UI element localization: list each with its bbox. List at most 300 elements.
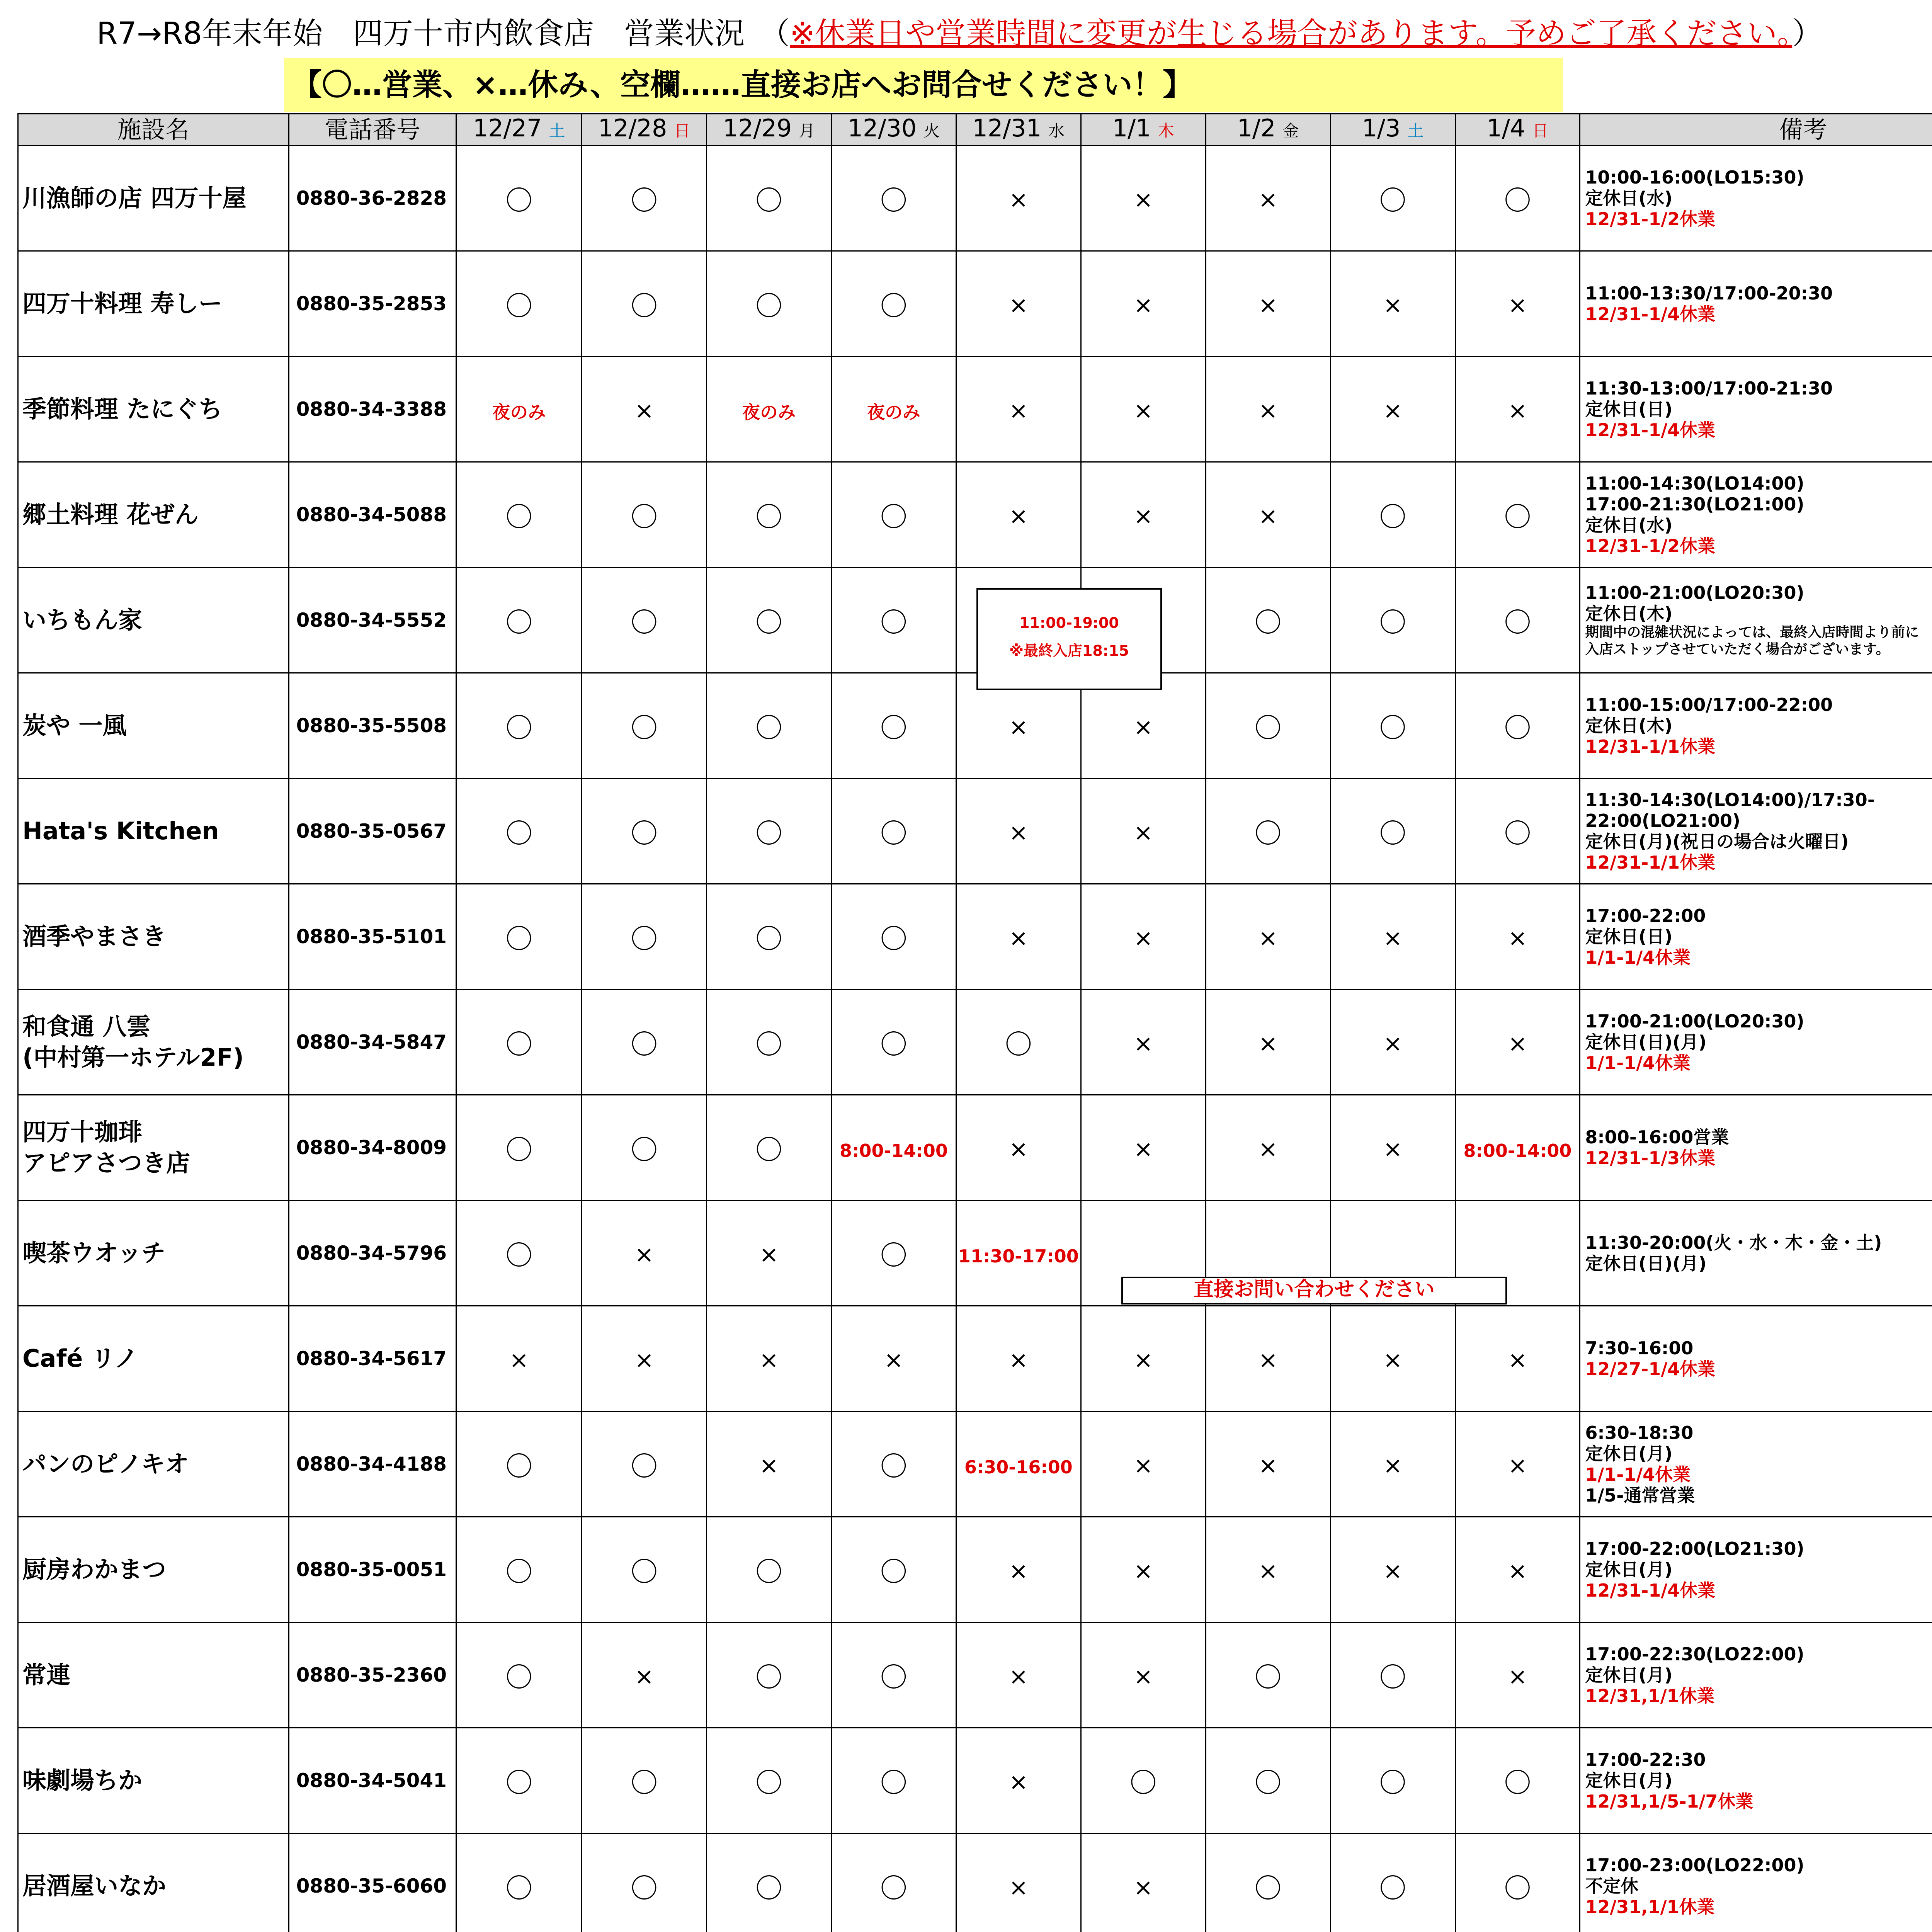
status-mark: 〇 — [755, 923, 783, 955]
note-line: 定休日(日) — [1585, 926, 1673, 947]
status-cell — [1455, 884, 1580, 990]
note-line: 17:00-22:00 — [1585, 905, 1706, 926]
status-mark: × — [1009, 714, 1028, 741]
status-mark: 11:30-17:00 — [958, 1246, 1079, 1267]
phone-number: 0880-34-5796 — [289, 1201, 456, 1306]
facility-name-line: 常連 — [22, 1661, 71, 1689]
status-mark: 〇 — [505, 501, 533, 533]
status-mark: × — [1258, 925, 1278, 952]
status-cell — [1455, 1517, 1580, 1622]
facility-name-line: アピアさつき店 — [22, 1149, 190, 1177]
status-mark: 〇 — [631, 817, 658, 849]
status-mark: × — [1508, 1663, 1527, 1690]
weekday-label: 月 — [799, 121, 815, 140]
note-line: 定休日(月) — [1585, 1443, 1673, 1464]
title-note-close: ） — [1792, 16, 1823, 51]
facility-name-line: いちもん家 — [22, 606, 143, 634]
facility-name-line: (中村第一ホテル2F) — [22, 1043, 244, 1071]
notes-cell — [1580, 1306, 1932, 1412]
status-mark: × — [1383, 1558, 1403, 1585]
header-date-0 — [456, 114, 582, 146]
weekday-label: 金 — [1282, 121, 1299, 140]
status-cell — [1455, 779, 1580, 884]
status-mark: × — [1009, 186, 1028, 213]
status-mark: 〇 — [880, 712, 907, 744]
status-cell — [1330, 1728, 1455, 1833]
header-date-2 — [707, 114, 832, 146]
status-cell — [1206, 779, 1330, 884]
status-cell — [582, 1306, 707, 1412]
status-mark: × — [1009, 1874, 1028, 1901]
status-mark: 〇 — [631, 923, 658, 955]
notes-cell — [1580, 884, 1932, 990]
status-mark: 〇 — [505, 1767, 533, 1799]
weekday-label: 土 — [1407, 121, 1424, 140]
status-mark: 〇 — [755, 1872, 783, 1904]
notes-cell — [1580, 251, 1932, 357]
status-mark: × — [884, 1347, 904, 1374]
facility-name-line: Hata's Kitchen — [22, 817, 219, 845]
status-cell — [1206, 251, 1330, 357]
status-mark: × — [634, 1347, 654, 1374]
status-mark: × — [1258, 1030, 1278, 1057]
status-cell — [1455, 673, 1580, 779]
status-cell — [1330, 357, 1455, 462]
date-label: 1/4 — [1486, 114, 1526, 142]
status-mark: 〇 — [755, 1028, 783, 1060]
status-cell — [831, 779, 956, 884]
status-mark: × — [1133, 1452, 1153, 1479]
status-cell — [1330, 568, 1455, 673]
status-mark: 〇 — [880, 501, 907, 533]
status-mark: × — [1133, 1558, 1153, 1585]
status-mark: × — [1508, 1030, 1527, 1057]
phone-number: 0880-34-5088 — [289, 462, 456, 568]
status-mark: × — [1383, 1136, 1403, 1163]
status-mark: 〇 — [755, 1556, 783, 1588]
status-mark: 〇 — [505, 1450, 533, 1482]
status-cell — [707, 990, 832, 1095]
status-mark: 〇 — [1254, 606, 1282, 638]
status-cell — [456, 1095, 582, 1201]
status-cell — [1330, 1412, 1455, 1517]
status-mark: × — [1009, 925, 1028, 952]
header-notes: 備考 — [1580, 114, 1932, 146]
phone-number: 0880-34-5847 — [289, 990, 456, 1095]
weekday-label: 木 — [1158, 121, 1174, 140]
weekday-label: 日 — [674, 121, 690, 140]
facility-name — [18, 1622, 289, 1728]
facility-name — [18, 1728, 289, 1833]
status-cell — [582, 251, 707, 357]
status-mark: 〇 — [755, 501, 783, 533]
status-mark: 夜のみ — [867, 402, 920, 423]
note-line: 定休日(水) — [1585, 188, 1673, 209]
facility-name — [18, 357, 289, 462]
status-cell — [831, 1622, 956, 1728]
status-cell — [1081, 1095, 1206, 1201]
phone-number: 0880-34-5552 — [289, 568, 456, 673]
status-mark: × — [759, 1241, 779, 1268]
facility-name — [18, 884, 289, 990]
phone-number: 0880-35-2360 — [289, 1622, 456, 1728]
status-mark: × — [1133, 292, 1153, 319]
facility-name — [18, 251, 289, 357]
status-mark: × — [1508, 1347, 1527, 1374]
status-mark: 〇 — [880, 923, 907, 955]
status-cell — [1455, 462, 1580, 568]
status-mark: 8:00-14:00 — [839, 1140, 948, 1161]
status-mark: 6:30-16:00 — [964, 1457, 1073, 1478]
facility-name — [18, 1306, 289, 1412]
facility-name-line: 居酒屋いなか — [22, 1872, 167, 1900]
status-mark: × — [1258, 1347, 1278, 1374]
notes-cell — [1580, 1622, 1932, 1728]
status-cell — [831, 462, 956, 568]
table-row — [18, 357, 1932, 462]
status-mark: 〇 — [755, 1767, 783, 1799]
status-mark: × — [1133, 503, 1153, 530]
legend-banner: 【〇…営業、×…休み、空欄……直接お店へお問合せください！】 — [284, 58, 1563, 112]
status-cell — [956, 251, 1081, 357]
status-cell — [1330, 1306, 1455, 1412]
facility-name — [18, 462, 289, 568]
status-cell — [1081, 1833, 1206, 1932]
status-cell — [1455, 357, 1580, 462]
status-cell — [1081, 1412, 1206, 1517]
status-cell — [582, 1412, 707, 1517]
table-row — [18, 1095, 1932, 1201]
status-mark: 〇 — [505, 1239, 533, 1271]
note-line: 6:30-18:30 — [1585, 1422, 1694, 1443]
status-cell — [456, 357, 582, 462]
status-cell — [1206, 357, 1330, 462]
status-mark: 〇 — [880, 184, 907, 216]
status-mark: × — [1508, 925, 1527, 952]
status-cell — [707, 1622, 832, 1728]
status-cell — [956, 1095, 1081, 1201]
status-cell — [831, 357, 956, 462]
phone-number: 0880-35-0051 — [289, 1517, 456, 1622]
status-mark: 〇 — [631, 184, 658, 216]
status-mark: 〇 — [755, 606, 783, 638]
status-mark: 〇 — [505, 1134, 533, 1166]
status-cell — [956, 146, 1081, 251]
note-line: 1/5-通常営業 — [1585, 1485, 1695, 1506]
weekday-label: 水 — [1048, 121, 1065, 140]
status-cell — [1206, 568, 1330, 673]
table-row — [18, 673, 1932, 779]
status-cell — [1330, 990, 1455, 1095]
status-cell — [707, 1412, 832, 1517]
status-cell — [956, 1622, 1081, 1728]
status-mark: 〇 — [1379, 501, 1406, 533]
status-cell — [831, 1833, 956, 1932]
status-mark: × — [1383, 397, 1403, 424]
status-mark: × — [1133, 1136, 1153, 1163]
status-cell — [831, 568, 956, 673]
date-label: 12/29 — [723, 114, 792, 142]
date-label: 12/27 — [473, 114, 542, 142]
status-mark: 〇 — [1254, 1872, 1282, 1904]
status-cell — [456, 990, 582, 1095]
status-cell — [831, 1728, 956, 1833]
status-mark: × — [1009, 292, 1028, 319]
page-title — [97, 12, 1932, 55]
status-cell — [956, 990, 1081, 1095]
status-cell — [707, 146, 832, 251]
status-mark: × — [759, 1347, 779, 1374]
note-line: 17:00-23:00(LO22:00) — [1585, 1855, 1804, 1876]
note-line: 定休日(月)(祝日の場合は火曜日) — [1585, 831, 1849, 852]
weekday-label: 土 — [549, 121, 565, 140]
status-cell — [582, 462, 707, 568]
title-note-open: （ — [775, 16, 790, 51]
header-date-3 — [831, 114, 956, 146]
status-mark: 〇 — [755, 1134, 783, 1166]
status-cell — [1455, 1095, 1580, 1201]
status-mark: × — [1258, 1136, 1278, 1163]
status-mark: 〇 — [1504, 817, 1531, 849]
status-mark: 〇 — [631, 290, 658, 322]
ichimonya-hours: 11:00-19:00 — [1019, 614, 1119, 631]
ichimonya-hours-box — [976, 588, 1162, 690]
status-cell — [1206, 1306, 1330, 1412]
status-cell — [1206, 1095, 1330, 1201]
status-cell — [956, 1306, 1081, 1412]
status-mark: 〇 — [880, 1872, 907, 1904]
facility-name-line: 和食通 八雲 — [22, 1012, 151, 1041]
status-cell — [582, 1622, 707, 1728]
facility-name-line: パンのピノキオ — [22, 1450, 189, 1478]
note-line: 定休日(月) — [1585, 1559, 1673, 1580]
status-cell — [1206, 1622, 1330, 1728]
title-main: R7→R8年末年始 四万十市内飲食店 営業状況 — [97, 16, 745, 51]
header-date-1 — [582, 114, 707, 146]
status-mark: 〇 — [505, 1028, 533, 1060]
status-cell — [707, 251, 832, 357]
header-date-4 — [956, 114, 1081, 146]
status-mark: 〇 — [1379, 817, 1406, 849]
status-cell — [1081, 146, 1206, 251]
notes-cell — [1580, 1833, 1932, 1932]
status-mark: 夜のみ — [742, 402, 796, 423]
table-row — [18, 568, 1932, 673]
notes-cell — [1580, 1095, 1932, 1201]
status-mark: 〇 — [505, 1556, 533, 1588]
status-mark: × — [1009, 503, 1028, 530]
status-mark: × — [1009, 397, 1028, 424]
status-cell — [831, 1412, 956, 1517]
weekday-label: 日 — [1532, 121, 1549, 140]
status-cell — [1330, 884, 1455, 990]
note-line: 12/31,1/1休業 — [1585, 1685, 1715, 1706]
status-cell — [1206, 1517, 1330, 1622]
notes-cell — [1580, 779, 1932, 884]
note-line: 12/31-1/2休業 — [1585, 209, 1716, 230]
status-cell — [956, 884, 1081, 990]
note-line: 12/31-1/2休業 — [1585, 536, 1716, 556]
status-cell — [456, 146, 582, 251]
table-row — [18, 1833, 1932, 1932]
phone-number: 0880-35-0567 — [289, 779, 456, 884]
note-line: 定休日(木) — [1585, 715, 1673, 736]
note-line: 12/31,1/1休業 — [1585, 1896, 1715, 1917]
date-label: 12/31 — [972, 114, 1042, 142]
table-row — [18, 1622, 1932, 1728]
table-row — [18, 1517, 1932, 1622]
facility-name-line: 郷土料理 花ぜん — [22, 500, 199, 529]
table-row — [18, 1201, 1932, 1306]
table-row — [18, 884, 1932, 990]
status-cell — [582, 1095, 707, 1201]
status-mark: 夜のみ — [492, 402, 546, 423]
status-mark: 〇 — [1379, 184, 1406, 216]
note-line: 12/31-1/1休業 — [1585, 736, 1716, 757]
status-cell — [1455, 990, 1580, 1095]
status-cell — [956, 1728, 1081, 1833]
note-line: 11:00-13:30/17:00-20:30 — [1585, 283, 1833, 304]
status-mark: × — [1133, 1663, 1153, 1690]
status-mark: 〇 — [1379, 712, 1406, 744]
status-cell — [456, 779, 582, 884]
status-cell — [1455, 1833, 1580, 1932]
status-mark: 8:00-14:00 — [1463, 1140, 1572, 1161]
status-mark: 〇 — [755, 817, 783, 849]
status-cell — [1081, 251, 1206, 357]
status-cell — [956, 1833, 1081, 1932]
status-mark: 〇 — [1129, 1767, 1157, 1799]
phone-number: 0880-35-2853 — [289, 251, 456, 357]
status-cell — [831, 1201, 956, 1306]
note-line: 7:30-16:00 — [1585, 1338, 1694, 1359]
status-cell — [456, 251, 582, 357]
table-row — [18, 1728, 1932, 1833]
note-line: 11:00-15:00/17:00-22:00 — [1585, 694, 1833, 715]
note-line: 1/1-1/4休業 — [1585, 947, 1691, 968]
status-mark: 〇 — [1254, 817, 1282, 849]
status-mark: × — [634, 1241, 654, 1268]
status-cell — [707, 568, 832, 673]
status-cell — [1081, 1306, 1206, 1412]
status-cell — [1330, 1833, 1455, 1932]
notes-cell — [1580, 1728, 1932, 1833]
notes-cell — [1580, 568, 1932, 673]
status-cell — [956, 1201, 1081, 1306]
status-cell — [456, 673, 582, 779]
status-cell — [1081, 1622, 1206, 1728]
status-mark: 〇 — [755, 290, 783, 322]
status-cell — [1330, 462, 1455, 568]
status-cell — [582, 990, 707, 1095]
status-mark: × — [509, 1347, 529, 1374]
header-date-5 — [1081, 114, 1206, 146]
status-cell — [831, 884, 956, 990]
facility-name — [18, 673, 289, 779]
status-mark: × — [1133, 1347, 1153, 1374]
status-mark: × — [1258, 292, 1278, 319]
status-cell — [956, 779, 1081, 884]
status-mark: 〇 — [1254, 1661, 1282, 1693]
status-mark: 〇 — [880, 1239, 907, 1271]
status-cell — [582, 779, 707, 884]
note-line: 17:00-21:30(LO21:00) — [1585, 494, 1804, 515]
note-line: 17:00-22:30(LO22:00) — [1585, 1644, 1804, 1665]
note-line: 11:30-14:30(LO14:00)/17:30-22:00(LO21:00) — [1585, 789, 1875, 831]
title-note: ※休業日や営業時間に変更が生じる場合があります。予めご了承ください。 — [790, 16, 1793, 51]
table-row — [18, 146, 1932, 251]
status-mark: 〇 — [1379, 606, 1406, 638]
facility-name-line: 喫茶ウオッチ — [22, 1239, 166, 1267]
facility-name-line: 四万十珈琲 — [22, 1118, 143, 1146]
note-line: 12/31-1/3休業 — [1585, 1148, 1716, 1168]
phone-number: 0880-34-8009 — [289, 1095, 456, 1201]
status-mark: × — [1508, 1452, 1527, 1479]
date-label: 1/1 — [1112, 114, 1151, 142]
status-mark: × — [1009, 1558, 1028, 1585]
status-cell — [456, 1728, 582, 1833]
facility-name — [18, 990, 289, 1095]
status-mark: 〇 — [1005, 1028, 1032, 1060]
facility-name — [18, 1412, 289, 1517]
status-cell — [1330, 1517, 1455, 1622]
note-line: 定休日(日) — [1585, 399, 1673, 420]
status-mark: 〇 — [631, 1028, 658, 1060]
facility-name — [18, 779, 289, 884]
header-name: 施設名 — [18, 114, 289, 146]
status-cell — [1081, 1728, 1206, 1833]
status-cell — [1081, 884, 1206, 990]
status-cell — [1455, 1622, 1580, 1728]
date-label: 12/30 — [847, 114, 917, 142]
note-line: 定休日(木) — [1585, 603, 1673, 624]
notes-cell — [1580, 990, 1932, 1095]
status-mark: 〇 — [1504, 1872, 1531, 1904]
facility-name — [18, 1201, 289, 1306]
status-mark: × — [1133, 925, 1153, 952]
note-line: 入店ストップさせていただく場合がございます。 — [1585, 641, 1890, 657]
status-mark: × — [1133, 397, 1153, 424]
status-cell — [456, 1201, 582, 1306]
note-line: 1/1-1/4休業 — [1585, 1053, 1691, 1073]
facility-name-line: 季節料理 たにぐち — [22, 395, 223, 423]
status-cell — [1455, 251, 1580, 357]
status-cell — [1081, 779, 1206, 884]
status-mark: 〇 — [1379, 1872, 1406, 1904]
status-cell — [1081, 990, 1206, 1095]
note-line: 17:00-21:00(LO20:30) — [1585, 1011, 1804, 1032]
note-line: 11:00-21:00(LO20:30) — [1585, 582, 1804, 603]
status-mark: 〇 — [505, 290, 533, 322]
note-line: 10:00-16:00(LO15:30) — [1585, 167, 1804, 188]
facility-name — [18, 1833, 289, 1932]
table-row — [18, 251, 1932, 357]
status-mark: 〇 — [1504, 1767, 1531, 1799]
status-mark: 〇 — [880, 606, 907, 638]
facility-name-line: 四万十料理 寿しー — [22, 289, 223, 318]
phone-number: 0880-36-2828 — [289, 146, 456, 251]
status-cell — [582, 1201, 707, 1306]
notes-cell — [1580, 357, 1932, 462]
note-line: 11:30-20:00(火・水・木・金・土) — [1585, 1232, 1882, 1253]
status-mark: × — [1383, 1452, 1403, 1479]
note-line: 11:30-13:00/17:00-21:30 — [1585, 378, 1833, 399]
status-mark: 〇 — [631, 1556, 658, 1588]
status-mark: 〇 — [631, 1767, 658, 1799]
status-mark: × — [1133, 1030, 1153, 1057]
status-cell — [582, 673, 707, 779]
status-cell — [1330, 146, 1455, 251]
